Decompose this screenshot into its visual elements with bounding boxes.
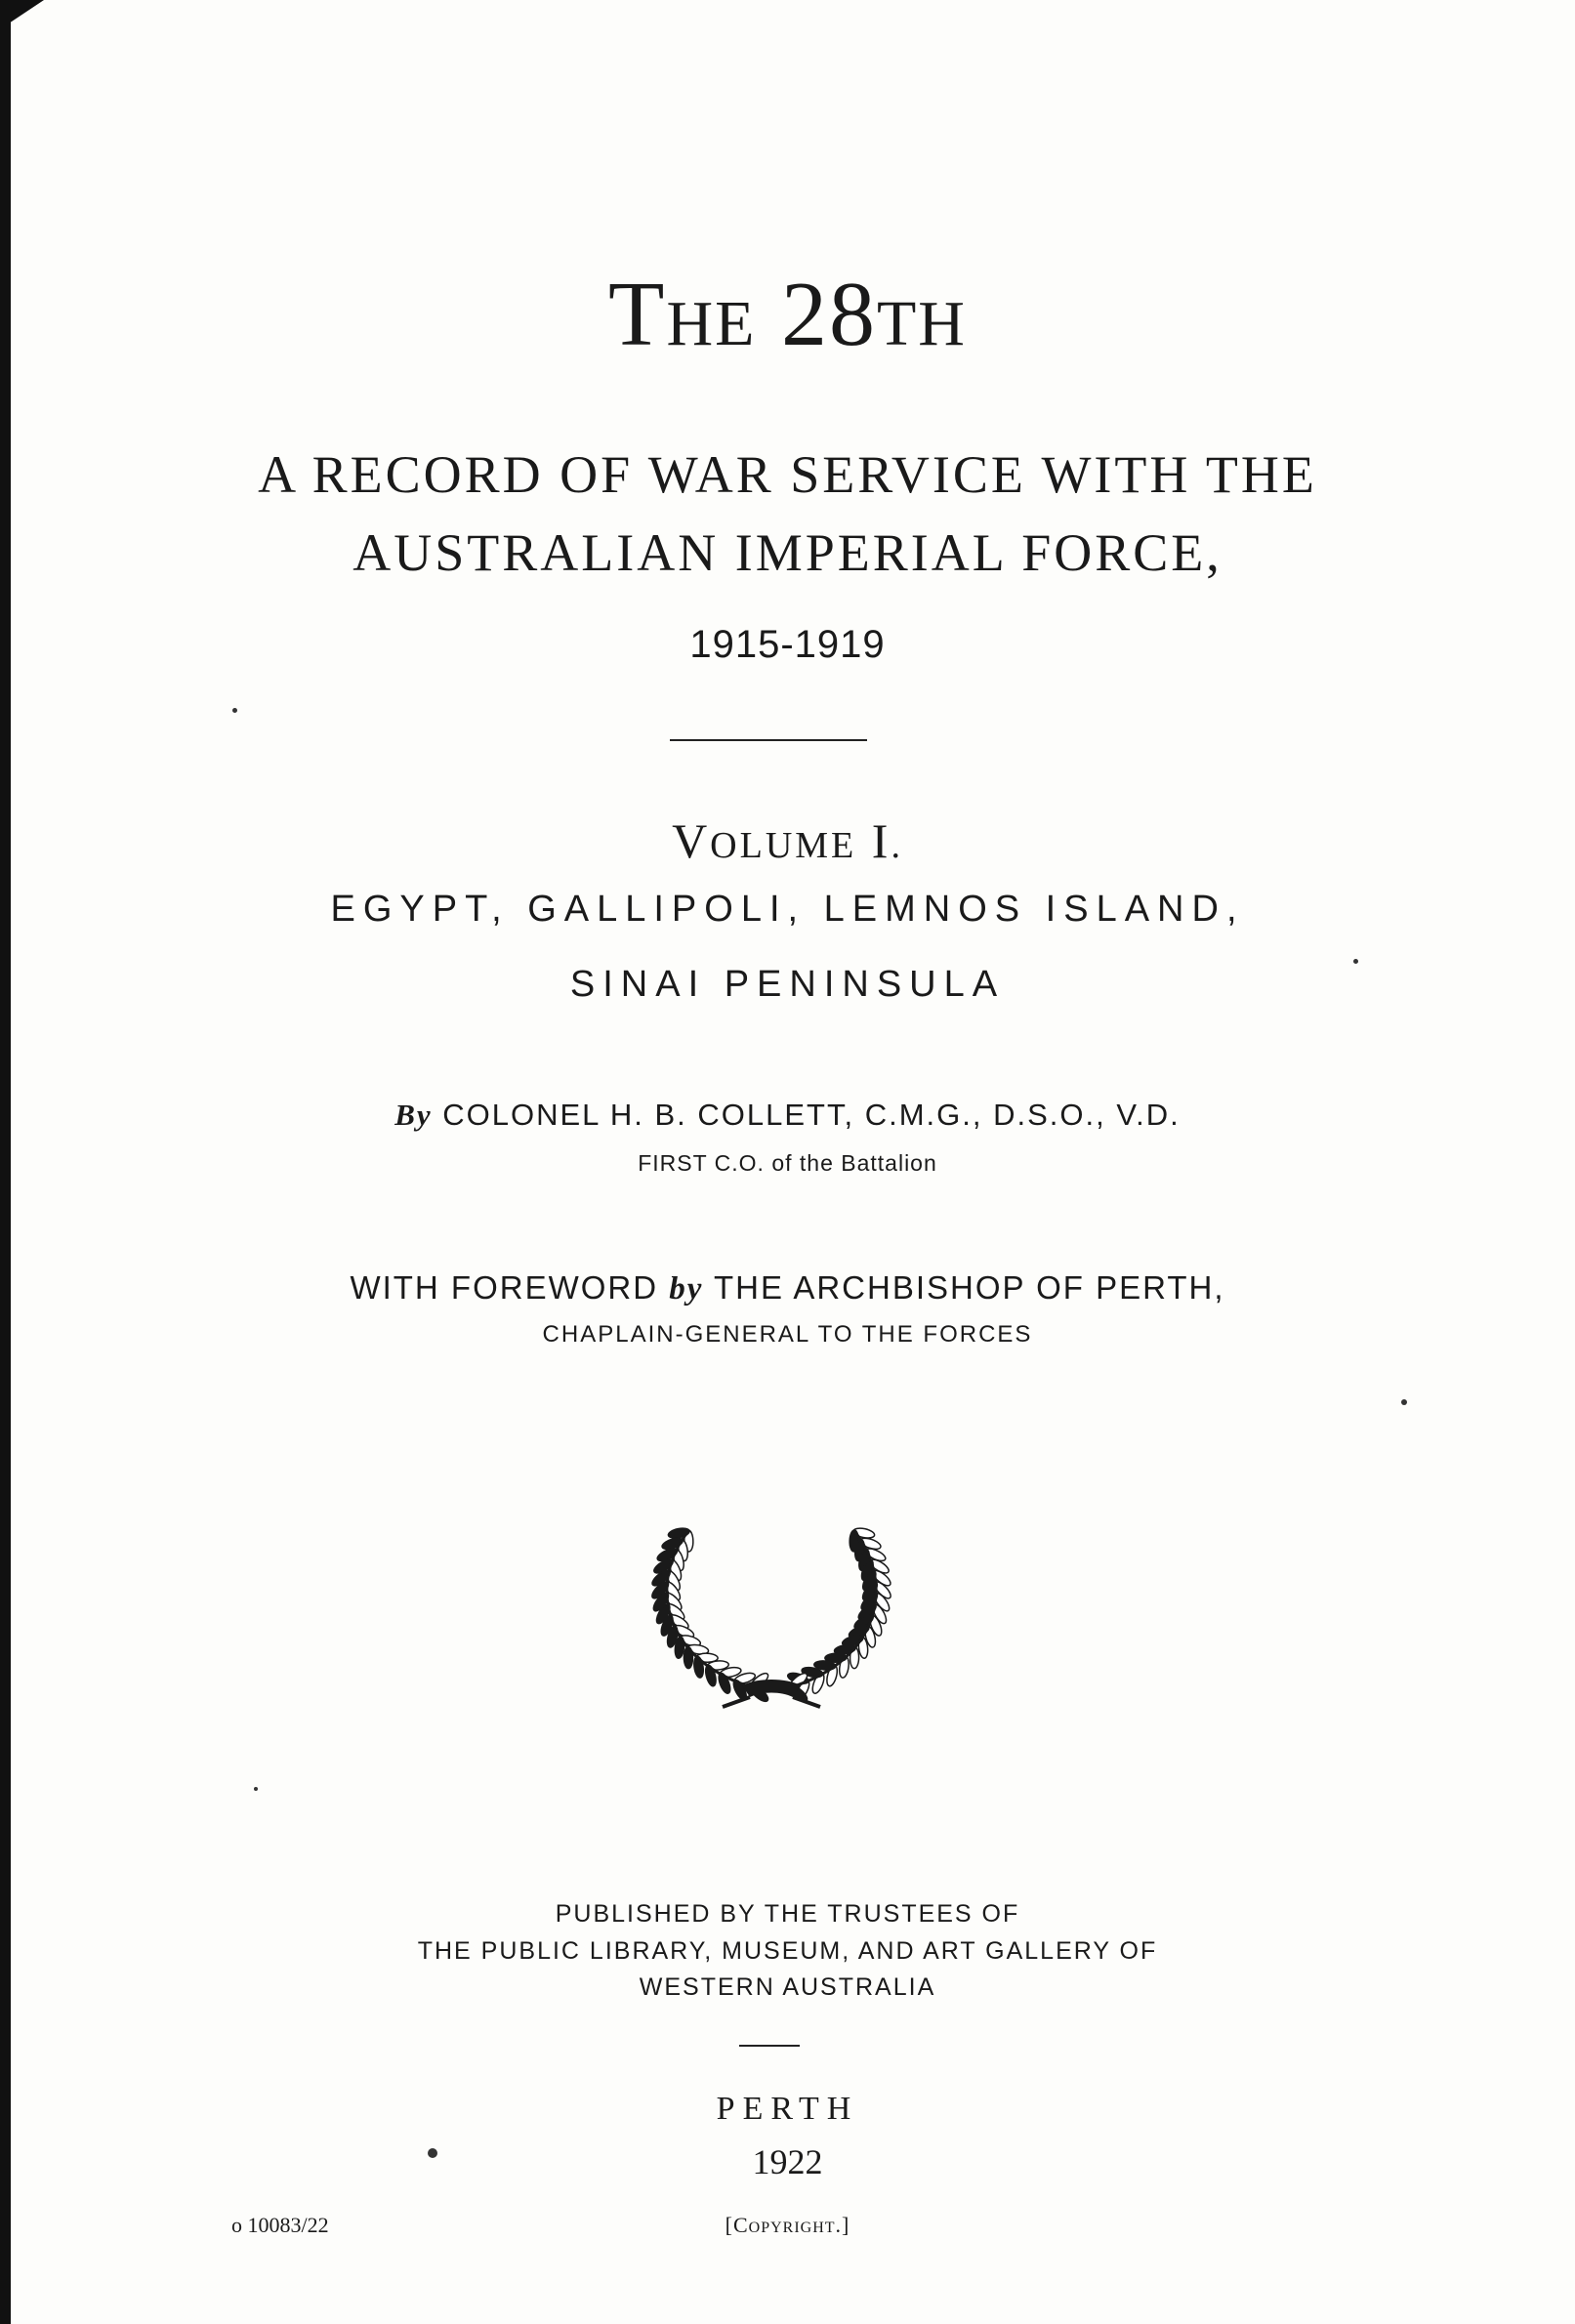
publisher-line-1: PUBLISHED BY THE TRUSTEES OF <box>555 1900 1020 1928</box>
imprint-year: 1922 <box>752 2142 823 2181</box>
places-line-1: EGYPT, GALLIPOLI, LEMNOS ISLAND, <box>330 889 1245 930</box>
foreword-name: THE ARCHBISHOP OF PERTH, <box>713 1269 1225 1306</box>
foreword-by: by <box>669 1271 704 1307</box>
ink-speck <box>428 2148 437 2158</box>
foreword-prefix: WITH FOREWORD <box>350 1269 659 1306</box>
volume-label-text: VOLUME I. <box>672 813 903 868</box>
book-title <box>0 262 1575 367</box>
ink-speck <box>1401 1399 1407 1405</box>
wreath-right-branch <box>786 1526 892 1704</box>
volume-label <box>0 812 1575 869</box>
wreath-ribbon <box>742 1680 801 1697</box>
imprint-city: PERTH <box>716 2091 859 2127</box>
subtitle-line-2: AUSTRALIAN IMPERIAL FORCE, <box>352 523 1223 582</box>
copyright-text: [COPYRIGHT.] <box>725 2213 850 2237</box>
foreword-role: CHAPLAIN-GENERAL TO THE FORCES <box>542 1321 1033 1348</box>
publisher-line-2: THE PUBLIC LIBRARY, MUSEUM, AND ART GALLERY OF <box>417 1937 1158 1965</box>
laurel-wreath-icon <box>644 1512 898 1712</box>
foreword-line <box>0 1269 1575 1307</box>
author-line <box>0 1098 1575 1133</box>
divider-rule <box>670 739 867 741</box>
ink-speck <box>254 1787 258 1791</box>
author-role: FIRST C.O. of the Battalion <box>638 1150 937 1176</box>
places-line-2: SINAI PENINSULA <box>569 964 1006 1005</box>
service-years: 1915-1919 <box>689 623 886 666</box>
shelf-mark: o 10083/22 <box>231 2213 329 2237</box>
subtitle-line-1: A RECORD OF WAR SERVICE WITH THE <box>258 445 1317 504</box>
book-title-text: THE 28TH <box>608 264 967 365</box>
author-name: COLONEL H. B. COLLETT, C.M.G., D.S.O., V.D. <box>442 1098 1181 1132</box>
publisher-line-3: WESTERN AUSTRALIA <box>639 1973 936 2001</box>
ink-speck <box>232 708 237 713</box>
author-by: By <box>394 1098 433 1132</box>
divider-rule-small <box>739 2045 800 2047</box>
wreath-left-branch <box>649 1526 770 1704</box>
page-corner-mark <box>0 0 44 29</box>
ink-speck <box>1353 959 1358 964</box>
